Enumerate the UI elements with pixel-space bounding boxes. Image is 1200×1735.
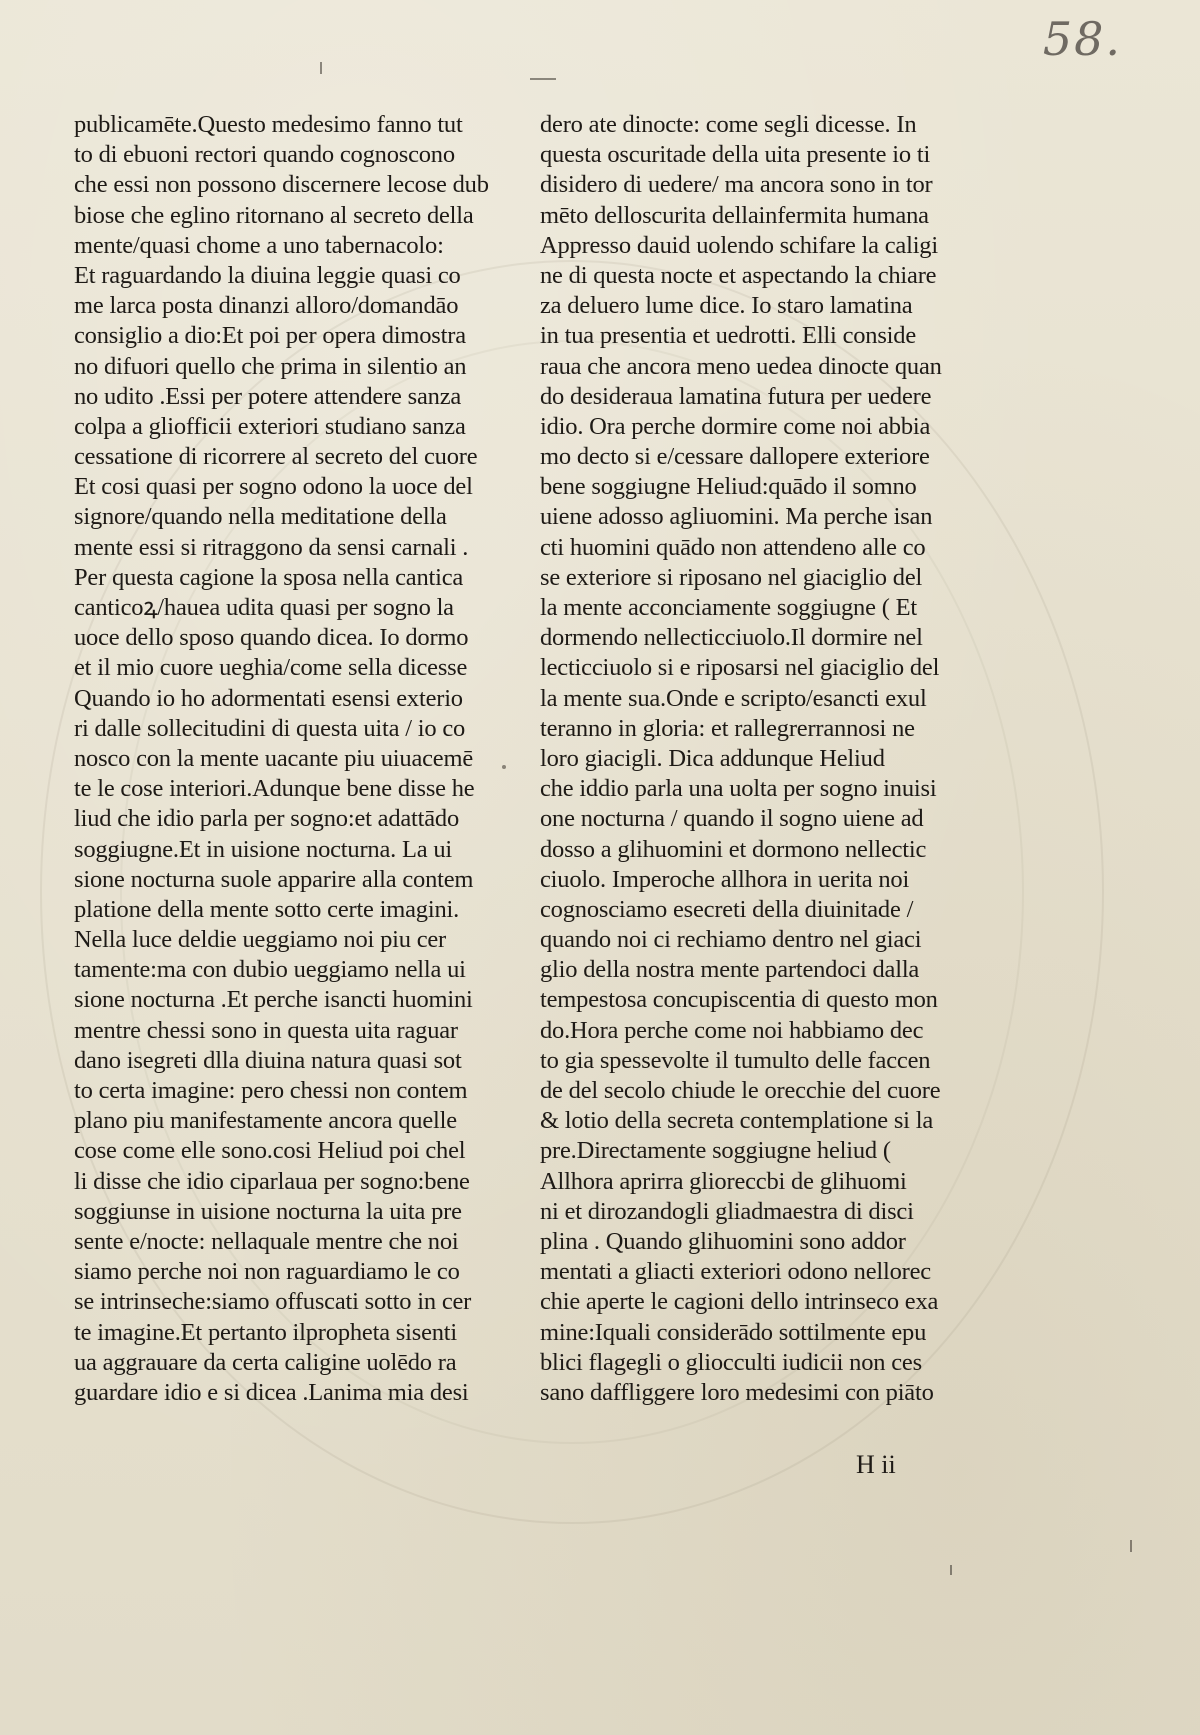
text-line: plano piu manifestamente ancora quelle xyxy=(74,1107,457,1135)
text-line: cti huomini quādo non attendeno alle co xyxy=(540,533,926,561)
text-line: li disse che idio ciparlaua per sogno:bene xyxy=(74,1167,470,1195)
paper-speck xyxy=(320,62,322,74)
text-line: dano isegreti dlla diuina natura quasi sot xyxy=(74,1046,462,1074)
text-line: bene soggiugne Heliud:quādo il somno xyxy=(540,473,917,501)
text-line: che essi non possono discernere lecose dub xyxy=(74,171,489,199)
text-line: loro giacigli. Dica addunque Heliud xyxy=(540,744,885,772)
text-line: mine:Iquali considerādo sottilmente epu xyxy=(540,1318,927,1346)
text-line: che iddio parla una uolta per sogno inuisi xyxy=(540,775,937,803)
text-line: questa oscuritade della uita presente io ti xyxy=(540,141,931,169)
text-line: no udito .Essi per potere attendere sanza xyxy=(74,382,462,410)
text-line: mēto delloscurita dellainfermita humana xyxy=(540,201,929,229)
text-line: blici flagegli o gliocculti iudicii non ces xyxy=(540,1348,922,1376)
text-line: Nella luce deldie ueggiamo noi piu cer xyxy=(74,926,447,954)
text-line: to gia spessevolte il tumulto delle faccen xyxy=(540,1046,931,1074)
text-line: mente essi si ritraggono da sensi carnali . xyxy=(74,533,469,561)
text-line: uoce dello sposo quando dicea. Io dormo xyxy=(74,624,469,652)
text-line: ri dalle sollecitudini di questa uita / io co xyxy=(74,714,466,742)
text-line: publicamēte.Questo medesimo fanno tut xyxy=(74,111,463,138)
text-line: mentati a gliacti exteriori odono nellorec xyxy=(540,1258,931,1286)
text-line: za deluero lume dice. Io staro lamatina xyxy=(540,292,913,320)
text-line: chie aperte le cagioni dello intrinseco exa xyxy=(540,1288,939,1316)
text-line: Appresso dauid uolendo schifare la caligi xyxy=(540,231,938,259)
text-line: in tua presentia et uedrotti. Elli conside xyxy=(540,322,917,350)
text-line: ciuolo. Imperoche allhora in uerita noi xyxy=(540,865,910,893)
text-line: se exteriore si riposano nel giaciglio del xyxy=(540,563,923,591)
text-line: lecticciuolo si e riposarsi nel giaciglio del xyxy=(540,654,940,682)
text-line: & lotio della secreta contemplatione si la xyxy=(540,1107,933,1135)
text-line: se intrinseche:siamo offuscati sotto in cer xyxy=(74,1288,472,1316)
text-line: to di ebuoni rectori quando cognoscono xyxy=(74,141,455,169)
text-line: soggiunse in uisione nocturna la uita pre xyxy=(74,1197,462,1225)
text-line: la mente sua.Onde e scripto/esancti exul xyxy=(540,684,927,712)
text-line: no difuori quello che prima in silentio an xyxy=(74,352,467,380)
text-line: la mente acconciamente soggiugne ( Et xyxy=(540,594,917,621)
text-line: consiglio a dio:Et poi per opera dimostra xyxy=(74,322,466,350)
text-line: raua che ancora meno uedea dinocte quan xyxy=(540,352,942,380)
text-line: soggiugne.Et in uisione nocturna. La ui xyxy=(74,835,453,863)
text-line: mentre chessi sono in questa uita raguar xyxy=(74,1016,458,1044)
text-line: guardare idio e si dicea .Lanima mia desi xyxy=(74,1378,469,1406)
text-line: Allhora aprirra glioreccbi de glihuomi xyxy=(540,1167,907,1195)
text-line: cessatione di ricorrere al secreto del cuore xyxy=(74,443,478,471)
right-text-column xyxy=(540,110,965,1408)
text-line: ne di questa nocte et aspectando la chiare xyxy=(540,261,937,289)
text-line: de del secolo chiude le orecchie del cuore xyxy=(540,1077,941,1104)
text-line: sione nocturna .Et perche isancti huomini xyxy=(74,986,473,1014)
text-line: sano daffliggere loro medesimi con piāto xyxy=(540,1378,934,1406)
text-line: et il mio cuore ueghia/come sella dicesse xyxy=(74,654,468,682)
text-line: signore/quando nella meditatione della xyxy=(74,503,447,531)
text-line: one nocturna / quando il sogno uiene ad xyxy=(540,805,924,833)
text-line: mo decto si e/cessare dallopere exteriore xyxy=(540,443,930,471)
text-line: tempestosa concupiscentia di questo mon xyxy=(540,986,938,1014)
text-line: cognosciamo esecreti della diuinitade / xyxy=(540,895,914,923)
text-line: glio della nostra mente partendoci dalla xyxy=(540,956,920,984)
text-line: Quando io ho adormentati esensi exterio xyxy=(74,684,463,712)
text-line: uiene adosso agliuomini. Ma perche isan xyxy=(540,503,933,531)
text-line: platione della mente sotto certe imagini. xyxy=(74,895,460,923)
text-line: dosso a glihuomini et dormono nellectic xyxy=(540,835,927,863)
text-line: biose che eglino ritornano al secreto della xyxy=(74,201,474,229)
text-line: sente e/nocte: nellaquale mentre che noi xyxy=(74,1227,459,1255)
paper-speck xyxy=(530,78,556,80)
text-line: ua aggrauare da certa caligine uolēdo ra xyxy=(74,1348,457,1376)
text-line: pre.Directamente soggiugne heliud ( xyxy=(540,1137,891,1165)
text-line: ni et dirozandogli gliadmaestra di disci xyxy=(540,1197,914,1225)
text-line: Per questa cagione la sposa nella cantica xyxy=(74,563,464,591)
text-line: colpa a gliofficii exteriori studiano sanza xyxy=(74,412,466,440)
paper-speck xyxy=(950,1565,952,1575)
left-text-column xyxy=(74,110,514,1408)
text-line: te imagine.Et pertanto ilpropheta sisenti xyxy=(74,1318,458,1346)
paper-speck xyxy=(502,765,506,769)
text-line: disidero di uedere/ ma ancora sono in tor xyxy=(540,171,933,199)
text-line: teranno in gloria: et rallegrerrannosi ne xyxy=(540,714,915,742)
text-line: canticoꝝ/hauea udita quasi per sogno la xyxy=(74,594,454,621)
text-line: liud che idio parla per sogno:et adattādo xyxy=(74,805,460,833)
text-line: quando noi ci rechiamo dentro nel giaci xyxy=(540,926,922,954)
text-line: Et raguardando la diuina leggie quasi co xyxy=(74,261,461,289)
text-line: tamente:ma con dubio ueggiamo nella ui xyxy=(74,956,466,984)
text-line: me larca posta dinanzi alloro/domandāo xyxy=(74,292,459,320)
signature-mark: H ii xyxy=(856,1450,896,1479)
text-line: dormendo nellecticciuolo.Il dormire nel xyxy=(540,624,923,652)
text-line: nosco con la mente uacante piu uiuacemē xyxy=(74,744,473,772)
paper-speck xyxy=(1130,1540,1132,1552)
text-line: idio. Ora perche dormire come noi abbia xyxy=(540,412,931,440)
text-line: sione nocturna suole apparire alla contem xyxy=(74,865,474,893)
text-line: siamo perche noi non raguardiamo le co xyxy=(74,1258,460,1286)
text-line: te le cose interiori.Adunque bene disse he xyxy=(74,775,475,803)
text-line: Et cosi quasi per sogno odono la uoce del xyxy=(74,473,473,501)
text-line: mente/quasi chome a uno tabernacolo: xyxy=(74,231,444,259)
text-line: to certa imagine: pero chessi non contem xyxy=(74,1077,468,1104)
text-line: do.Hora perche come noi habbiamo dec xyxy=(540,1016,924,1044)
text-line: plina . Quando glihuomini sono addor xyxy=(540,1227,906,1255)
text-line: do desideraua lamatina futura per uedere xyxy=(540,382,932,410)
text-line: dero ate dinocte: come segli dicesse. In xyxy=(540,111,917,138)
text-line: cose come elle sono.cosi Heliud poi chel xyxy=(74,1137,466,1165)
folio-number: 58. xyxy=(1042,12,1122,66)
